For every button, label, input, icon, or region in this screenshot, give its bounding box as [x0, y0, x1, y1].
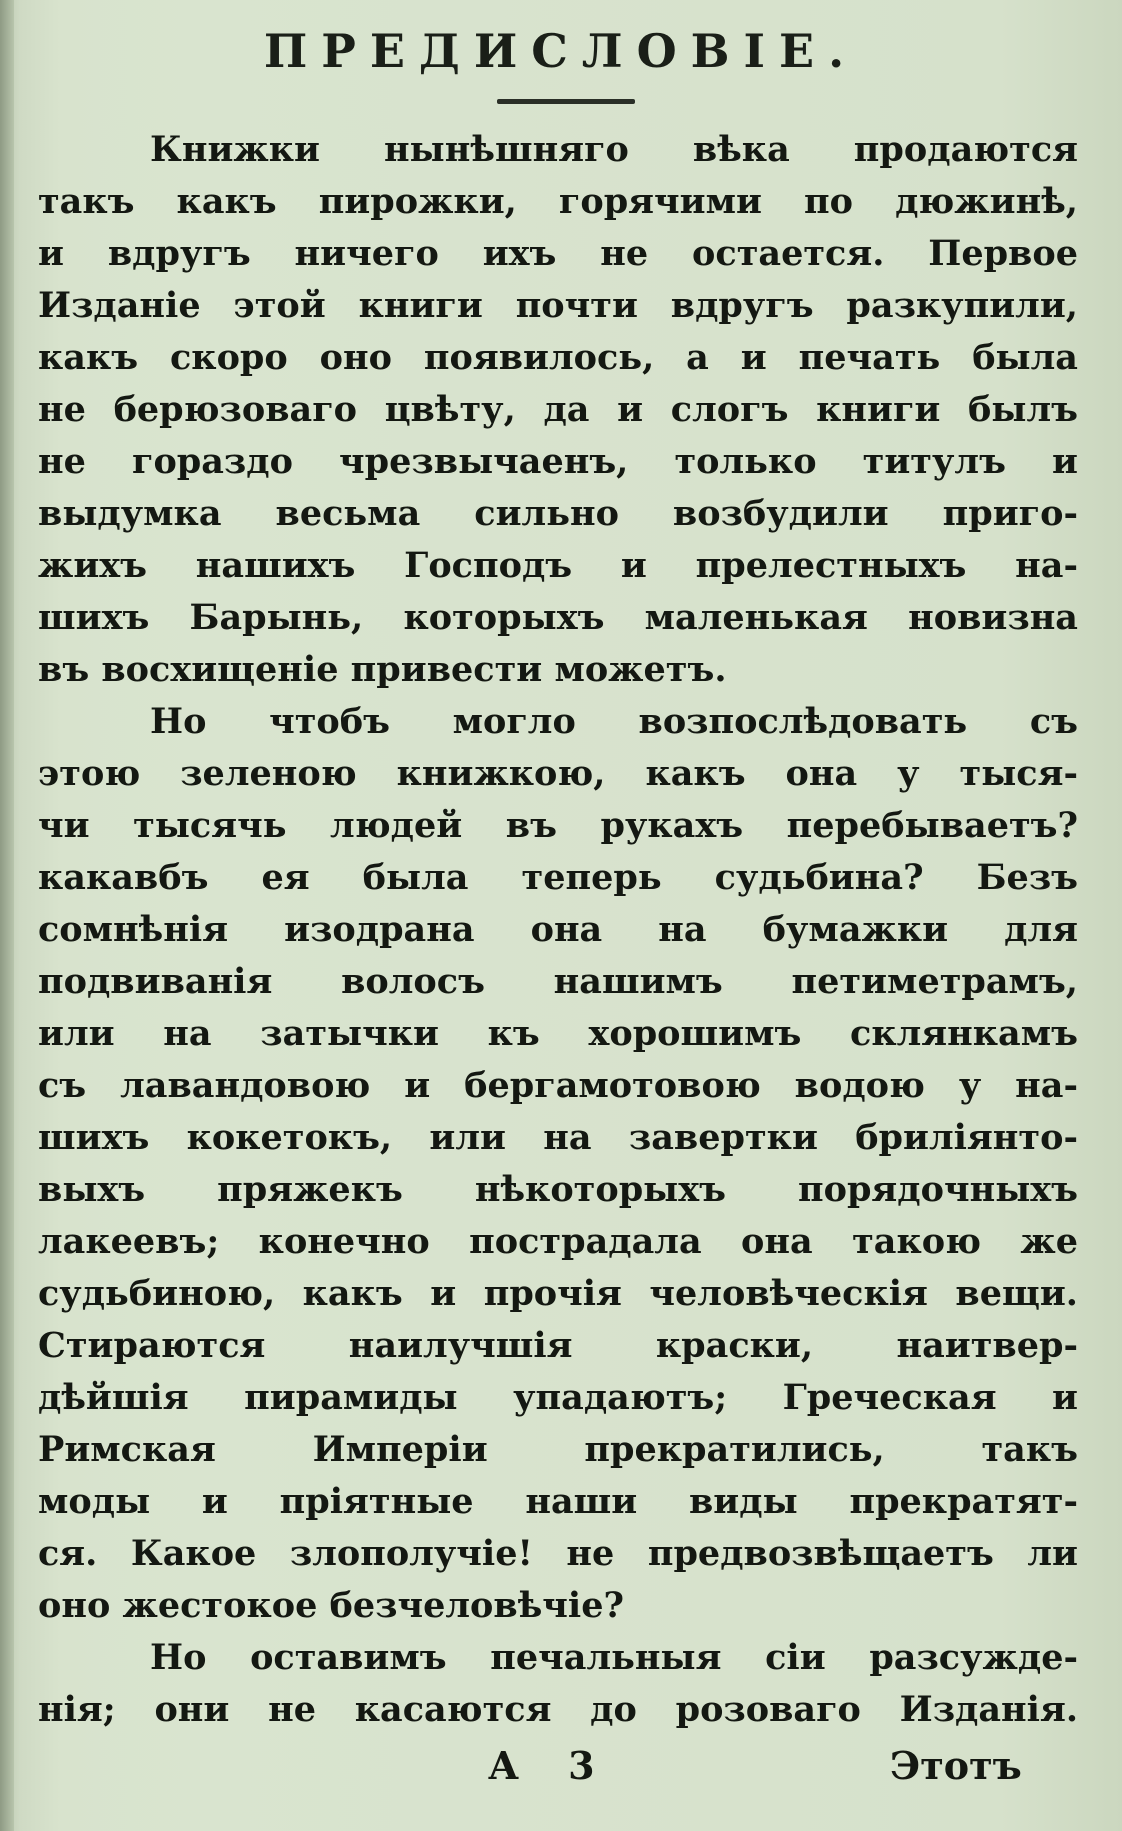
text-line: лакеевъ; конечно пострадала она такою же: [38, 1221, 1078, 1262]
text-line: Римская Имперіи прекратились, такъ: [38, 1429, 1078, 1470]
text-line: и вдругъ ничего ихъ не остается. Первое: [38, 233, 1078, 274]
text-line: моды и пріятные наши виды прекратят-: [38, 1481, 1078, 1522]
text-line: съ лавандовою и бергамотовою водою у на-: [38, 1065, 1078, 1106]
text-line: Изданіе этой книги почти вдругъ разкупили,: [38, 285, 1078, 326]
text-line: Книжки нынѣшняго вѣка продаются: [150, 129, 1078, 170]
text-line: дѣйшія пирамиды упадаютъ; Греческая и: [38, 1377, 1078, 1418]
text-line: нія; они не касаются до розоваго Изданія.: [38, 1689, 1078, 1730]
page-footer: [0, 1743, 1122, 1803]
text-line: какъ скоро оно появилось, а и печать была: [38, 337, 1078, 378]
text-line: такъ какъ пирожки, горячими по дюжинѣ,: [38, 181, 1078, 222]
text-line: Стираются наилучшія краски, наитвер-: [38, 1325, 1078, 1366]
text-line: выдумка весьма сильно возбудили приго-: [38, 493, 1078, 534]
text-line: подвиванія волосъ нашимъ петиметрамъ,: [38, 961, 1078, 1002]
catchword: Этотъ: [890, 1743, 1022, 1788]
text-line: сомнѣнія изодрана она на бумажки для: [38, 909, 1078, 950]
body-text: [38, 124, 1078, 1736]
text-line: или на затычки къ хорошимъ склянкамъ: [38, 1013, 1078, 1054]
text-line: Но оставимъ печальныя сіи разсужде-: [150, 1637, 1078, 1678]
text-line: оно жестокое безчеловѣчіе?: [38, 1585, 624, 1626]
text-line: чи тысячь людей въ рукахъ перебываетъ?: [38, 805, 1078, 846]
text-line: шихъ кокетокъ, или на завертки бриліянто-: [38, 1117, 1078, 1158]
text-line: судьбиною, какъ и прочія человѣческія вещи.: [38, 1273, 1078, 1314]
text-line: Но чтобъ могло возпослѣдовать съ: [150, 701, 1078, 742]
text-line: выхъ пряжекъ нѣкоторыхъ порядочныхъ: [38, 1169, 1078, 1210]
text-line: ся. Какое злополучіе! не предвозвѣщаетъ ли: [38, 1533, 1078, 1574]
text-line: не берюзоваго цвѣту, да и слогъ книги былъ: [38, 389, 1078, 430]
text-line: какавбъ ея была теперь судьбина? Безъ: [38, 857, 1078, 898]
title-rule: [497, 99, 635, 104]
text-line: жихъ нашихъ Господъ и прелестныхъ на-: [38, 545, 1078, 586]
text-line: этою зеленою книжкою, какъ она у тыся-: [38, 753, 1078, 794]
text-line: въ восхищеніе привести можетъ.: [38, 649, 727, 690]
text-line: шихъ Барынь, которыхъ маленькая новизна: [38, 597, 1078, 638]
page-title: ПРЕДИСЛОВІЕ.: [263, 24, 859, 78]
text-line: не гораздо чрезвычаенъ, только титулъ и: [38, 441, 1078, 482]
signature-mark: А 3: [488, 1743, 613, 1788]
page-gutter: [0, 0, 14, 1831]
